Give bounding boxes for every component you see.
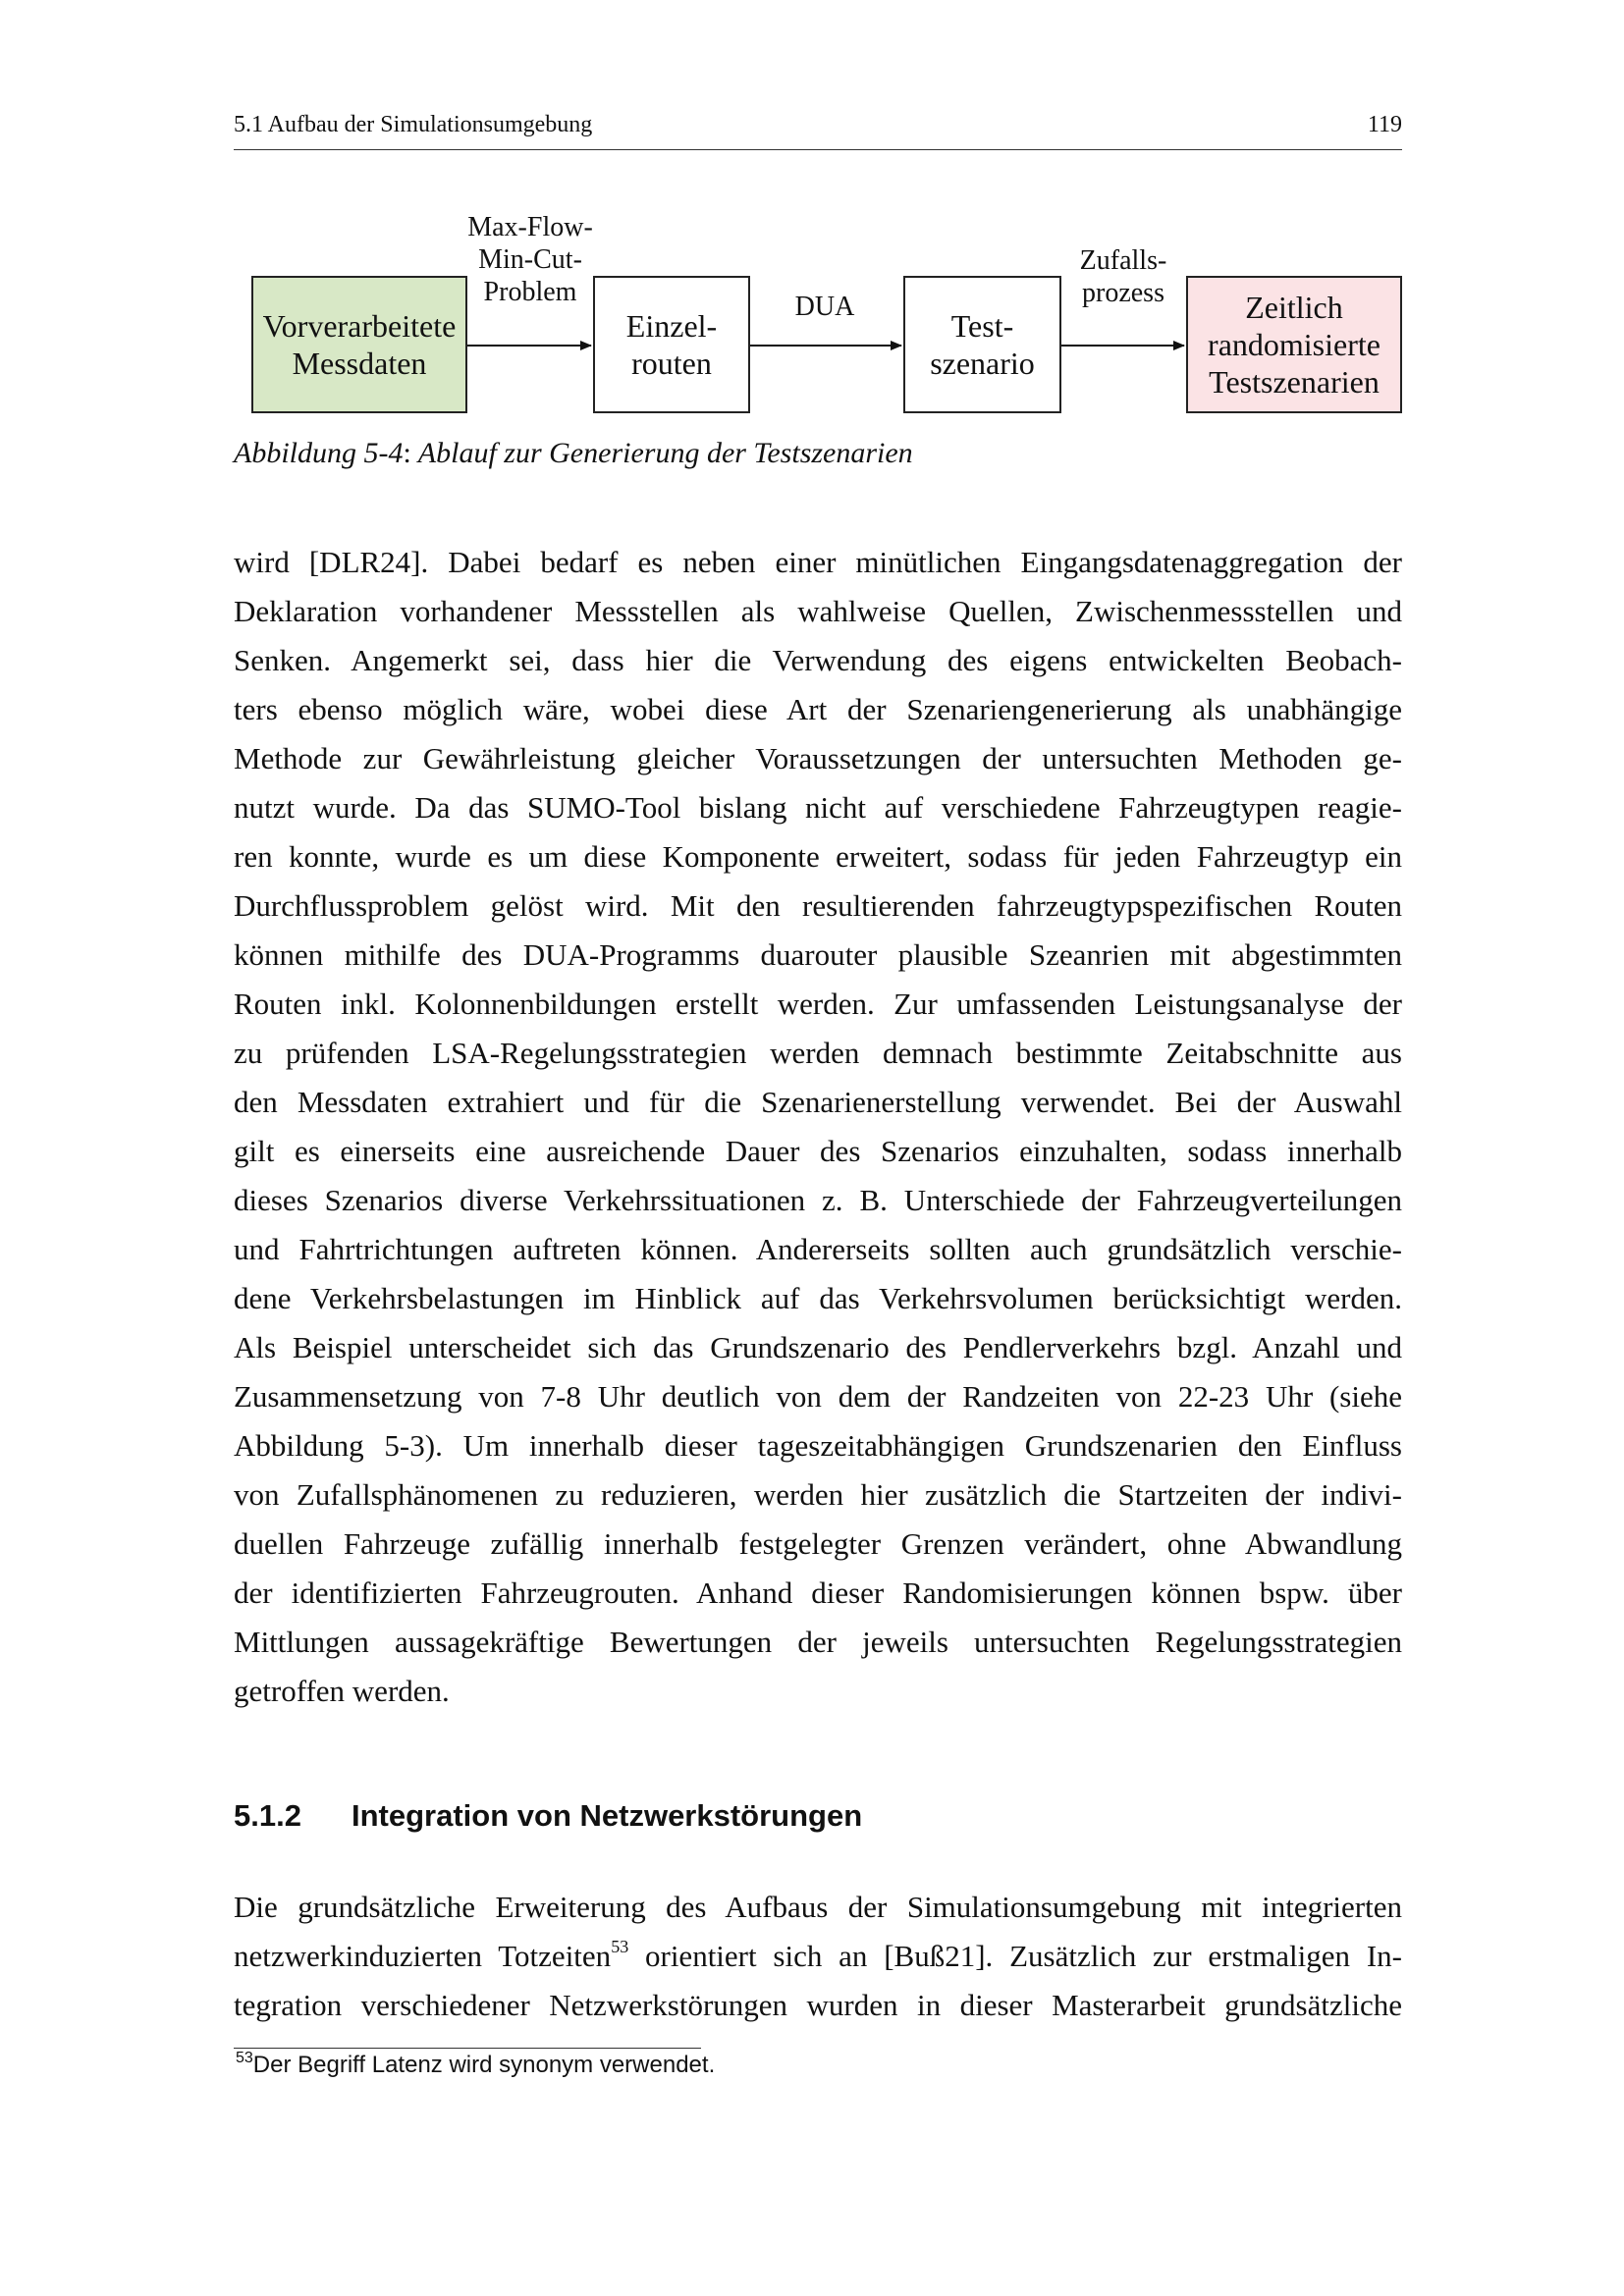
text-line: duellen Fahrzeuge zufällig innerhalb festgelegter Grenzen verändert, ohne Abwandlung	[234, 1526, 1402, 1561]
flow-label-max-flow	[452, 211, 609, 308]
footnote-divider	[234, 2048, 701, 2049]
flow-arrows	[0, 0, 1624, 491]
flow-label-random-process	[1056, 244, 1190, 309]
text-line: Zusammensetzung von 7-8 Uhr deutlich von dem der Randzeiten von 22-23 Uhr (siehe	[234, 1379, 1402, 1414]
text-line: gilt es einerseits eine ausreichende Dauer des Szenarios einzuhalten, sodass innerhalb	[234, 1134, 1402, 1168]
text-line: den Messdaten extrahiert und für die Szenarienerstellung verwendet. Bei der Auswahl	[234, 1085, 1402, 1119]
flow-label-dua	[766, 291, 884, 323]
text-line: getroffen werden.	[234, 1674, 450, 1708]
text-line: dieses Szenarios diverse Verkehrssituationen z. B. Unterschiede der Fahrzeugverteilungen	[234, 1183, 1402, 1217]
subsection-heading	[234, 1798, 862, 1834]
text-line: nutzt wurde. Da das SUMO-Tool bislang nicht auf verschiedene Fahrzeugtypen reagie-	[234, 790, 1402, 825]
text-line: zu prüfenden LSA-Regelungsstrategien werden demnach bestimmte Zeitabschnitte aus	[234, 1036, 1402, 1070]
flow-box-line: Test-	[950, 308, 1014, 344]
text-line: wird [DLR24]. Dabei bedarf es neben einer minütlichen Eingangsdatenaggregation der	[234, 545, 1402, 579]
footnote	[236, 2052, 715, 2079]
flow-label-line: DUA	[794, 292, 855, 322]
caption-text: Ablauf zur Generierung der Testszenarien	[410, 437, 913, 469]
flow-box-line: Testszenarien	[1209, 364, 1380, 400]
text-line: Als Beispiel unterscheidet sich das Grundszenario des Pendlerverkehrs bzgl. Anzahl und	[234, 1330, 1402, 1364]
flow-box-line: Zeitlich	[1245, 290, 1343, 325]
text-line-with-footnote	[234, 1932, 1402, 1981]
figure-caption	[234, 437, 913, 470]
page-number: 119	[1367, 112, 1402, 137]
flow-label-line: Max-Flow-	[467, 212, 593, 242]
text-line: der identifizierten Fahrzeugrouten. Anhand dieser Randomisierungen können bspw. über	[234, 1575, 1402, 1610]
flow-label-line: Zufalls-	[1079, 245, 1167, 276]
text-line: tegration verschiedener Netzwerkstörungen wurden in dieser Masterarbeit grundsätzliche	[234, 1988, 1402, 2022]
text-line: ren konnte, wurde es um diese Komponente erweitert, sodass für jeden Fahrzeugtyp ein	[234, 839, 1402, 874]
text-line: ters ebenso möglich wäre, wobei diese Art der Szenariengenerierung als unabhängige	[234, 692, 1402, 726]
caption-separator: :	[403, 437, 411, 469]
flow-box-line: szenario	[930, 346, 1035, 381]
footnote-number: 53	[236, 2050, 253, 2066]
flow-box-line: Messdaten	[292, 346, 427, 381]
flow-box-line: randomisierte	[1208, 327, 1380, 362]
text-line: Mittlungen aussagekräftige Bewertungen der jeweils untersuchten Regelungsstrategien	[234, 1625, 1402, 1659]
header-section-title: 5.1 Aufbau der Simulationsumgebung	[234, 112, 593, 137]
text-line: Durchflussproblem gelöst wird. Mit den resultierenden fahrzeugtypspezifischen Routen	[234, 888, 1402, 923]
text-line: können mithilfe des DUA-Programms duarouter plausible Szeanrien mit abgestimmten	[234, 937, 1402, 972]
flow-label-line: prozess	[1082, 278, 1164, 308]
text-line: und Fahrtrichtungen auftreten können. Andererseits sollten auch grundsätzlich verschie-	[234, 1232, 1402, 1266]
text-line: von Zufallsphänomenen zu reduzieren, werden hier zusätzlich die Startzeiten der indivi-	[234, 1477, 1402, 1512]
text-line: dene Verkehrsbelastungen im Hinblick auf das Verkehrsvolumen berücksichtigt werden.	[234, 1281, 1402, 1315]
paragraph-1	[234, 538, 1402, 1716]
text-line: Routen inkl. Kolonnenbildungen erstellt werden. Zur umfassenden Leistungsanalyse der	[234, 987, 1402, 1021]
footnote-reference[interactable]: 53	[611, 1937, 629, 1956]
text-line: Senken. Angemerkt sei, dass hier die Verwendung des eigens entwickelten Beobach-	[234, 643, 1402, 677]
text-segment: orientiert sich an [Buß21]. Zusätzlich zur erstmaligen In-	[628, 1939, 1402, 1973]
text-line: Abbildung 5-3). Um innerhalb dieser tageszeitabhängigen Grundszenarien den Einfluss	[234, 1428, 1402, 1463]
flow-box-line: Einzel-	[625, 308, 718, 344]
text-line: Methode zur Gewährleistung gleicher Voraussetzungen der untersuchten Methoden ge-	[234, 741, 1402, 775]
paragraph-2	[234, 1883, 1402, 2030]
text-segment: netzwerkinduzierten Totzeiten	[234, 1939, 612, 1973]
text-line: Deklaration vorhandener Messstellen als wahlweise Quellen, Zwischenmessstellen und	[234, 594, 1402, 628]
flow-box-line: routen	[631, 346, 712, 381]
flow-box-line: Vorverarbeitete	[262, 308, 457, 344]
flow-label-line: Problem	[483, 277, 577, 307]
subsection-number: 5.1.2	[234, 1798, 301, 1833]
subsection-title: Integration von Netzwerkstörungen	[352, 1798, 863, 1833]
footnote-text: Der Begriff Latenz wird synonym verwendet.	[252, 2052, 716, 2078]
caption-label: Abbildung 5-4	[234, 437, 404, 469]
text-line: Die grundsätzliche Erweiterung des Aufbaus der Simulationsumgebung mit integrierten	[234, 1890, 1402, 1924]
flow-label-line: Min-Cut-	[478, 244, 582, 275]
